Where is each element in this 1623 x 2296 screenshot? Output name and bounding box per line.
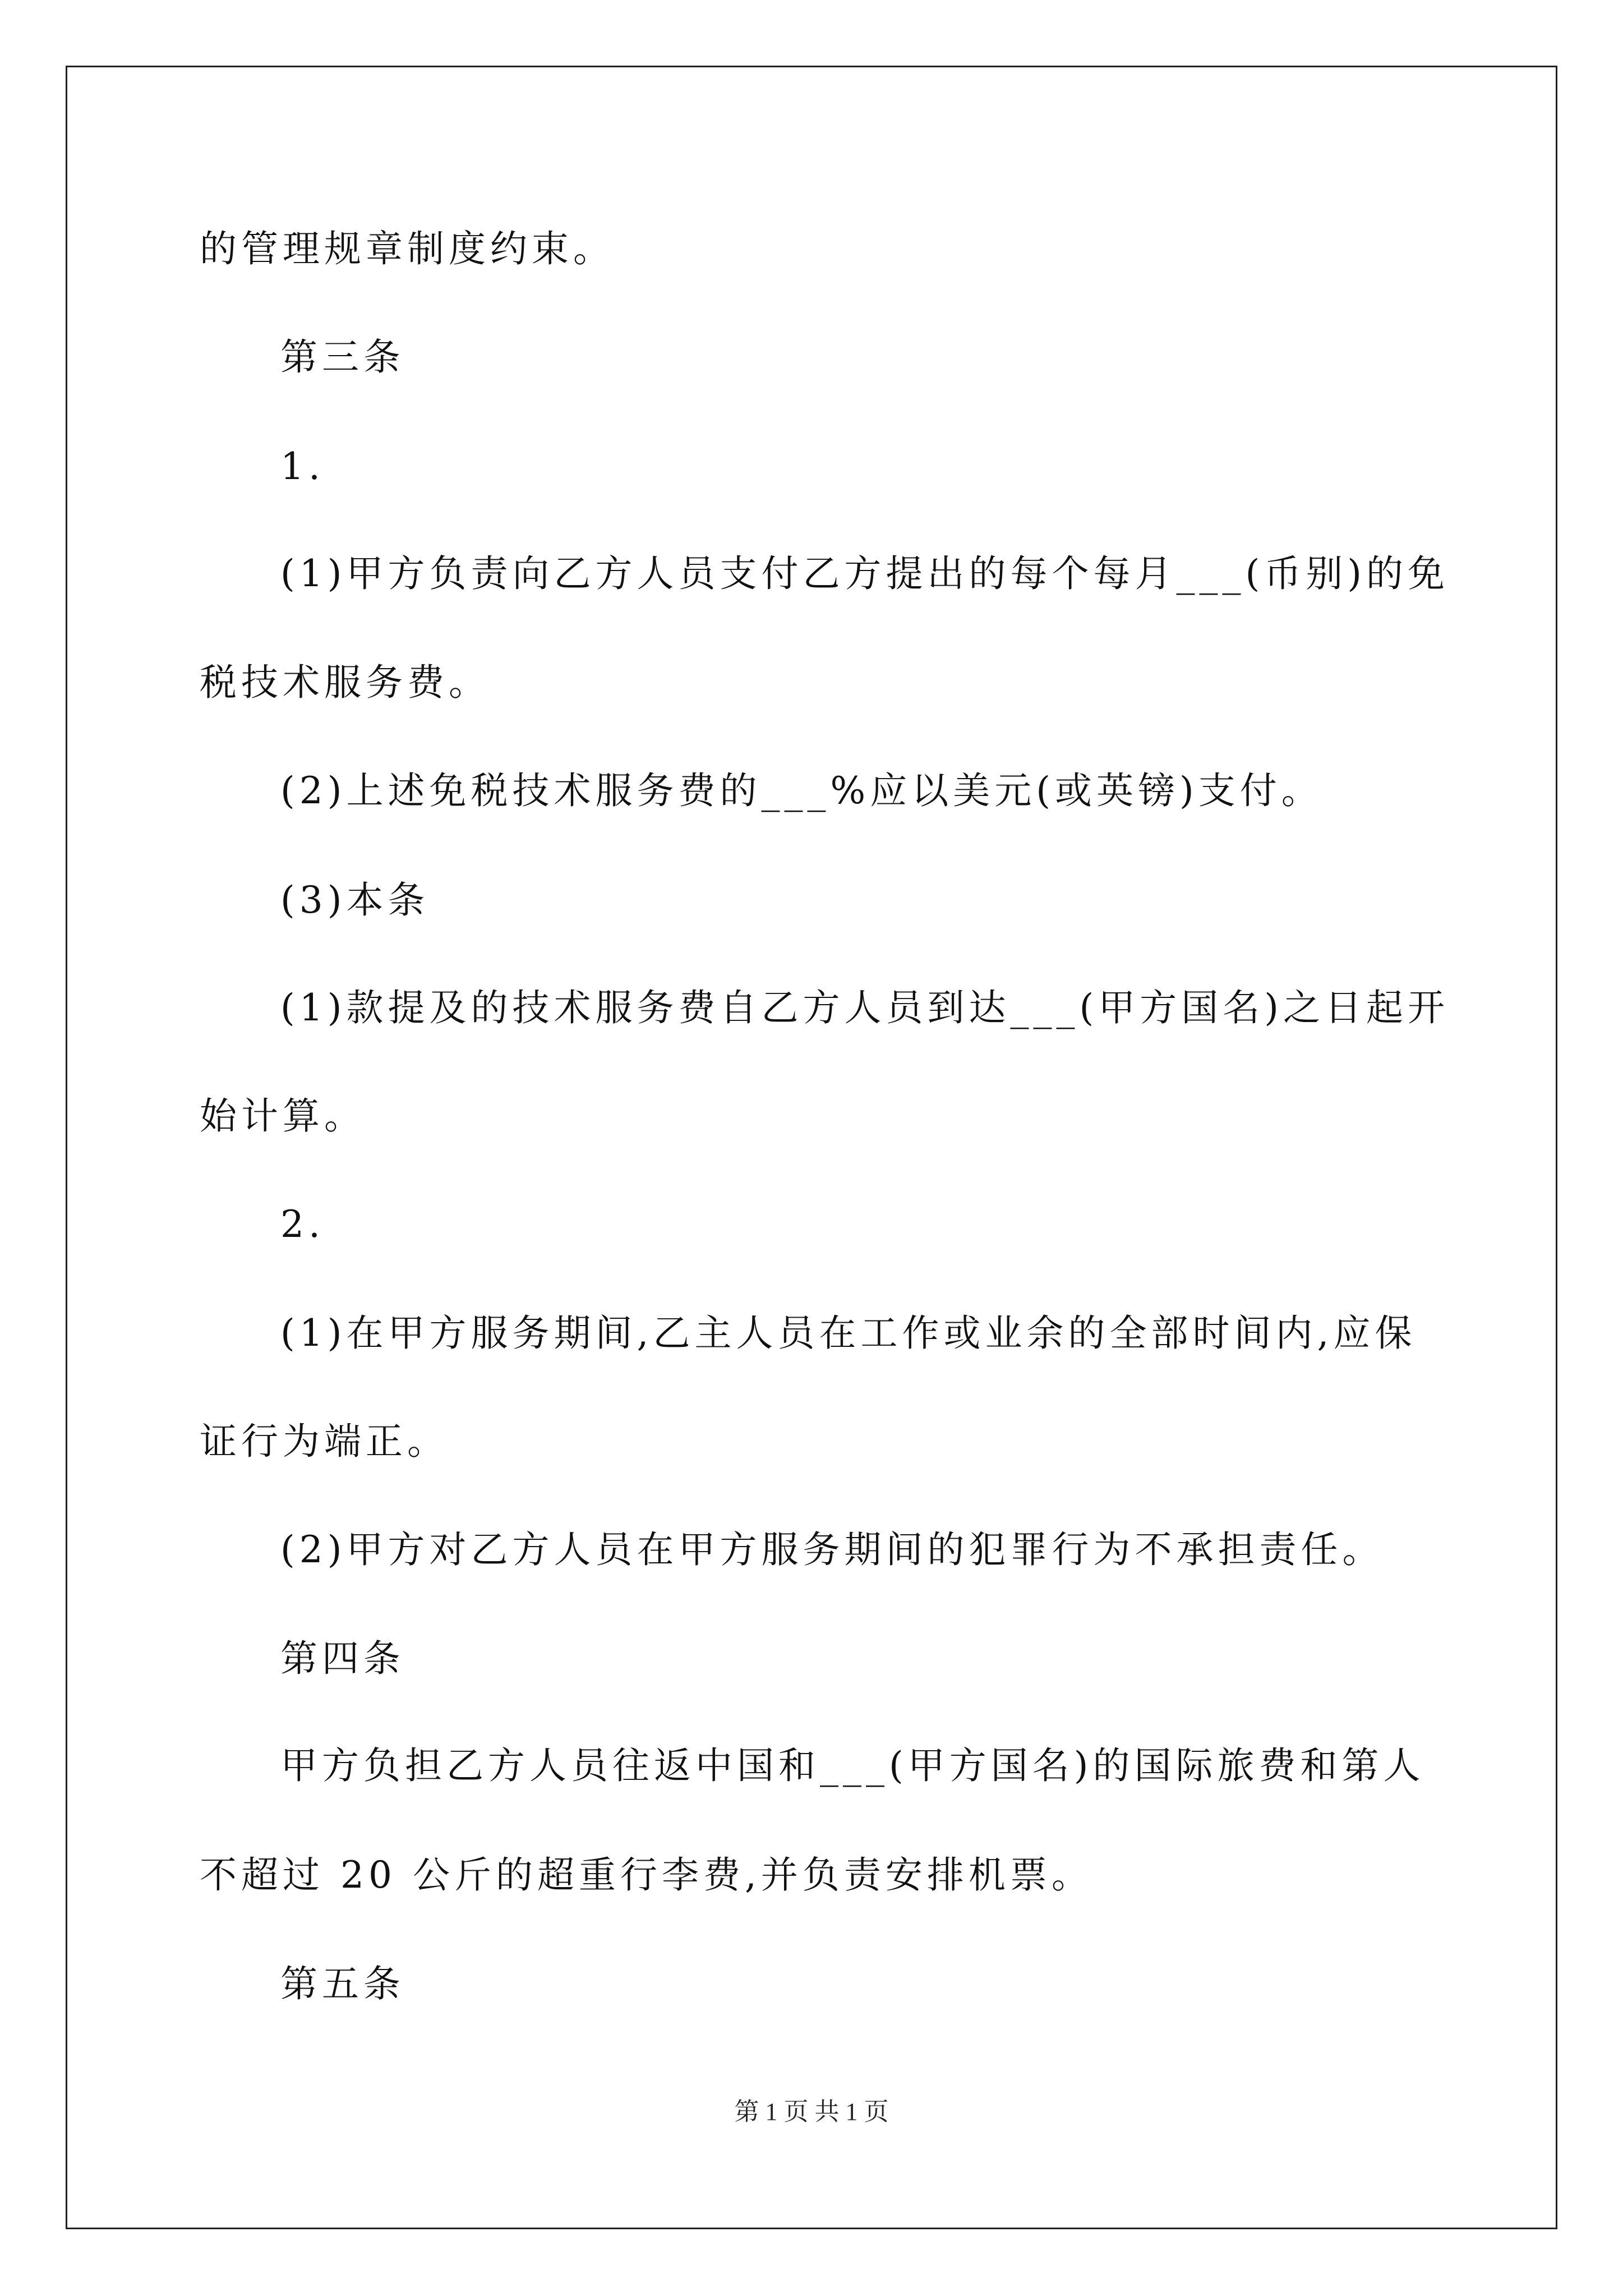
text-line: (2)甲方对乙方人员在甲方服务期间的犯罪行为不承担责任。 (280, 1528, 1384, 1571)
article-heading: 第四条 (280, 1637, 405, 1680)
text-line: (1)甲方负责向乙方人员支付乙方提出的每个每月___(币别)的免 (280, 552, 1449, 595)
clause-number: 1. (280, 445, 325, 488)
text-line: 税技术服务费。 (200, 661, 490, 704)
article-heading: 第三条 (280, 335, 405, 379)
article-heading: 第五条 (280, 1962, 405, 2005)
text-line: 甲方负担乙方人员往返中国和___(甲方国名)的国际旅费和第人 (280, 1744, 1425, 1787)
text-line: (2)上述免税技术服务费的___%应以美元(或英镑)支付。 (280, 769, 1323, 812)
text-line: 证行为端正。 (200, 1420, 449, 1463)
text-line: 不超过 20 公斤的超重行李费,并负责安排机票。 (200, 1853, 1093, 1897)
page-frame (66, 66, 1557, 2229)
text-line: 始计算。 (200, 1094, 366, 1138)
text-line: (1)款提及的技术服务费自乙方人员到达___(甲方国名)之日起开 (280, 986, 1449, 1029)
text-line: (1)在甲方服务期间,乙主人员在工作或业余的全部时间内,应保 (280, 1312, 1417, 1355)
clause-number: 2. (280, 1203, 325, 1246)
text-line: (3)本条 (280, 878, 430, 922)
text-line: 的管理规章制度约束。 (200, 227, 615, 270)
page-number-footer: 第 1 页 共 1 页 (734, 2098, 889, 2125)
